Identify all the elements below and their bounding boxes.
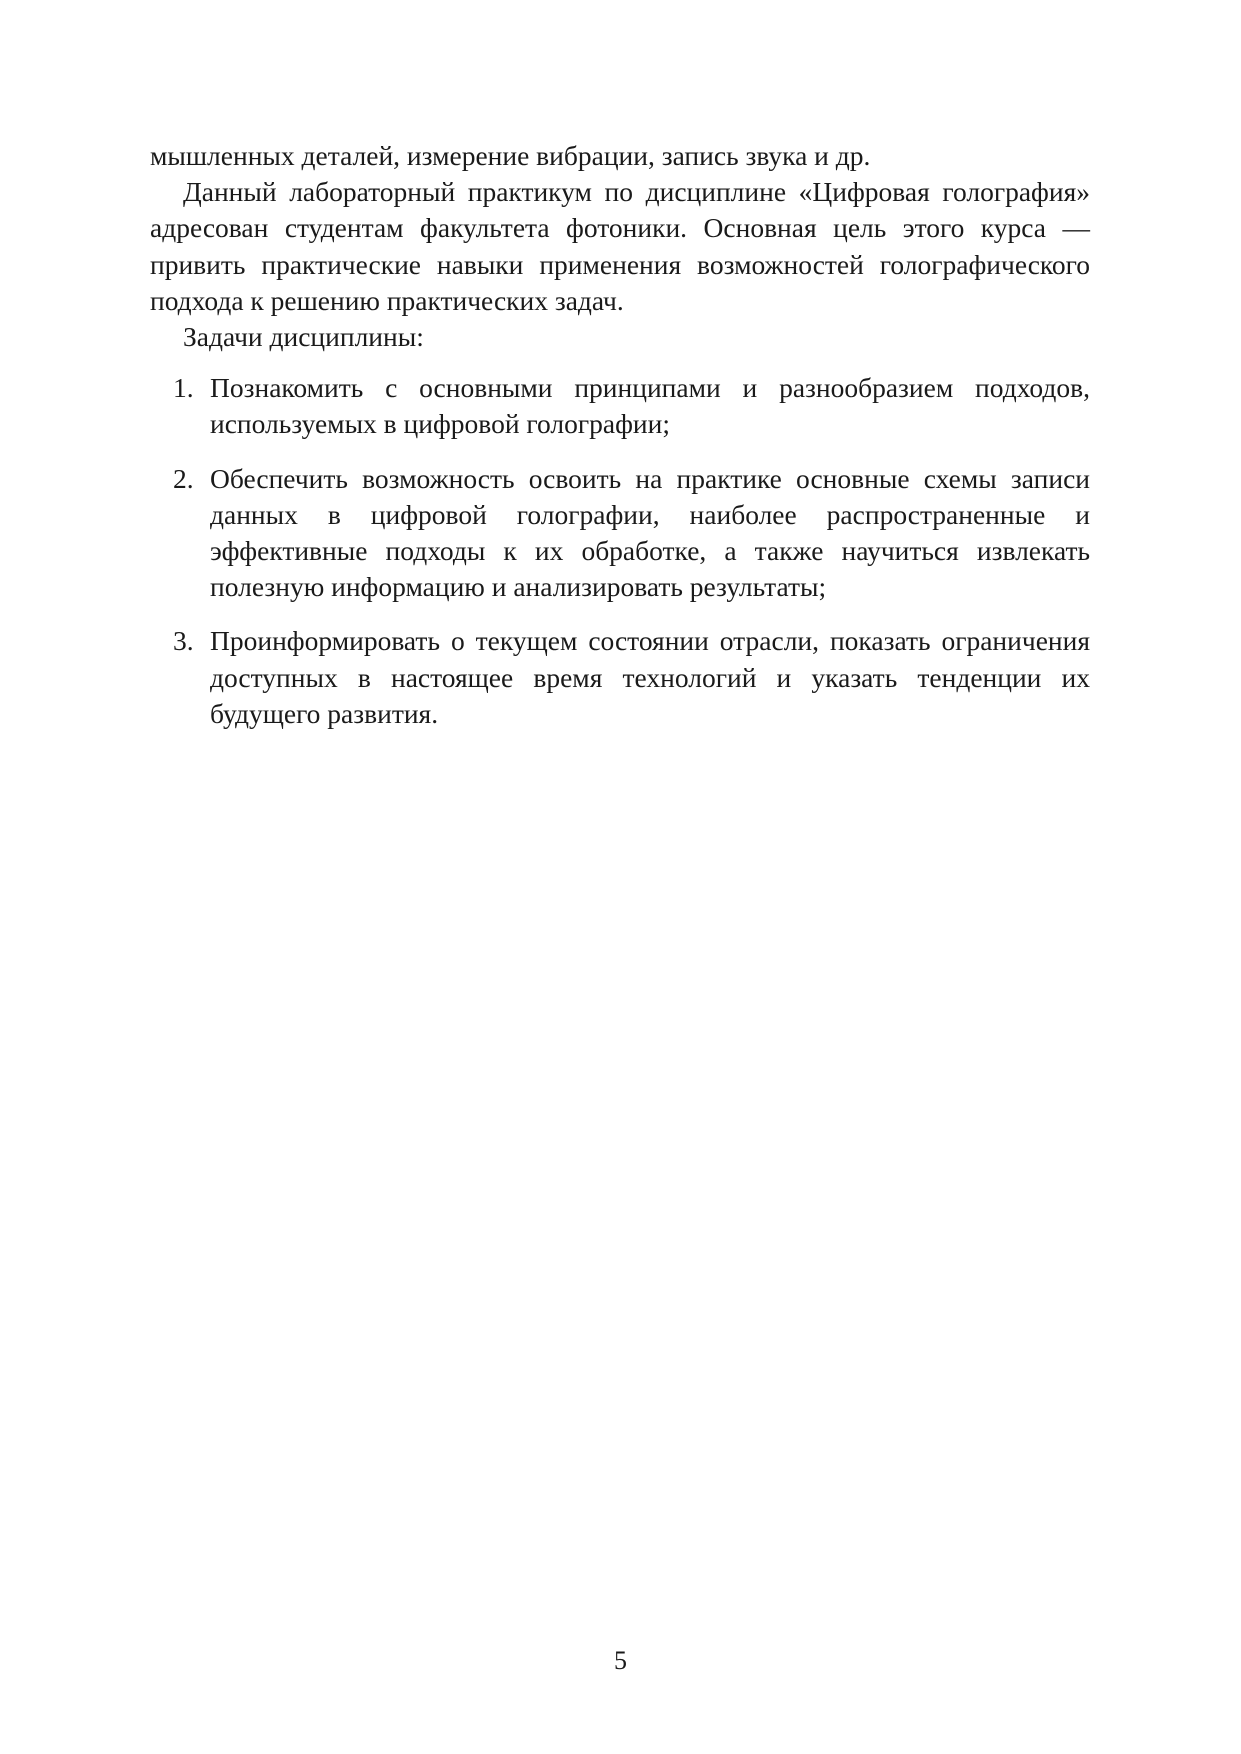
list-item (150, 370, 1090, 442)
tasks-heading: Задачи дисциплины: (183, 321, 424, 353)
list-item-text: Познакомить с основными принципами и разнообразием подходов, используемых в цифровой голографии; (210, 372, 1090, 440)
list-item (150, 461, 1090, 606)
list-item-text: Обеспечить возможность освоить на практике основные схемы записи данных в цифровой голографии, наиболее распространенные и эффективные подходы к их обработке, а также научиться извлекать полезную информацию и анализировать результаты; (210, 462, 1090, 603)
list-item-number: 1. (173, 372, 194, 404)
list-item (150, 623, 1090, 732)
continuation-paragraph: мышленных деталей, измерение вибрации, запись звука и др. (150, 140, 871, 171)
list-item-number: 3. (173, 625, 194, 657)
page-number: 5 (614, 1646, 627, 1675)
list-item-text: Проинформировать о текущем состоянии отрасли, показать ограничения доступных в настоящее время технологий и указать тенденции их будущего развития. (210, 625, 1090, 729)
tasks-list (150, 370, 1090, 732)
list-item-number: 2. (173, 462, 194, 494)
practicum-intro-paragraph: Данный лабораторный практикум по дисциплине «Цифровая голография» адресован студентам факультета фотоники. Основная цель этого курса — привить практические навыки применения возможностей голографического подхода к решению практических задач. (150, 176, 1090, 316)
page-body (150, 138, 1090, 732)
